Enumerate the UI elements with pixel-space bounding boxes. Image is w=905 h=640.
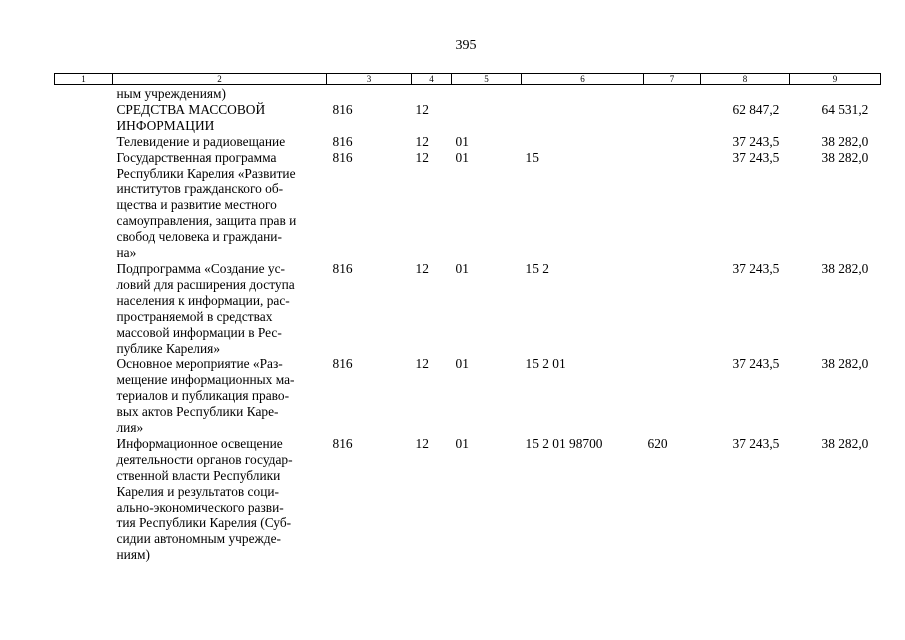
section-code-cell: 12: [415, 101, 429, 117]
row-name-line: ниям): [116, 547, 150, 563]
table-row: [55, 134, 881, 150]
expense-type-cell: [644, 150, 701, 261]
column-header-1: 1: [55, 74, 113, 85]
amount-col8-cell: 37 243,5: [732, 435, 780, 451]
table-row: [55, 85, 881, 102]
row-name-line: самоуправления, защита прав и: [116, 213, 297, 229]
row-name-line: Карелия и результатов соци-: [116, 483, 279, 499]
row-name-cell: [113, 150, 327, 261]
subsection-code-cell: 01: [455, 356, 469, 372]
ministry-code-cell: 816: [332, 101, 353, 117]
column-header-4: 4: [412, 74, 452, 85]
row-name-line: Телевидение и радиовещание: [116, 133, 286, 149]
row-name-line: Государственная программа: [116, 149, 277, 165]
target-article-cell: [522, 102, 644, 134]
target-article-cell: [522, 85, 644, 102]
amount-col8-cell: 37 243,5: [732, 149, 780, 165]
ministry-code-cell: [327, 85, 412, 102]
row-index-cell: [55, 436, 113, 563]
table-row: [55, 102, 881, 134]
target-article-cell: [522, 134, 644, 150]
target-article-cell: 15 2: [525, 260, 549, 276]
amount-col8-cell: 62 847,2: [732, 101, 780, 117]
ministry-code-cell: 816: [332, 435, 353, 451]
row-name-line: ИНФОРМАЦИИ: [116, 117, 215, 133]
column-header-2: 2: [113, 74, 327, 85]
expense-type-cell: [644, 85, 701, 102]
expense-type-cell: [644, 261, 701, 356]
row-name-line: Республики Карелия «Развитие: [116, 165, 296, 181]
table-row: [55, 356, 881, 436]
row-name-line: мещение информационных ма-: [116, 372, 295, 388]
subsection-code-cell: [452, 85, 522, 102]
ministry-code-cell: 816: [332, 133, 353, 149]
row-name-cell: [113, 261, 327, 356]
ministry-code-cell: 816: [332, 356, 353, 372]
expense-type-cell: 620: [647, 435, 668, 451]
amount-col8-cell: 37 243,5: [732, 133, 780, 149]
amount-col9-cell: 38 282,0: [821, 149, 869, 165]
expense-type-cell: [644, 102, 701, 134]
subsection-code-cell: 01: [455, 149, 469, 165]
row-name-line: деятельности органов государ-: [116, 451, 293, 467]
row-index-cell: [55, 261, 113, 356]
amount-col8-cell: 37 243,5: [732, 356, 780, 372]
subsection-code-cell: 01: [455, 260, 469, 276]
row-name-line: на»: [116, 245, 137, 261]
amount-col9-cell: 38 282,0: [821, 435, 869, 451]
table-row: [55, 436, 881, 563]
section-code-cell: 12: [415, 435, 429, 451]
expense-type-cell: [644, 356, 701, 436]
row-name-line: териалов и публикация право-: [116, 388, 290, 404]
ministry-code-cell: 816: [332, 149, 353, 165]
target-article-cell: 15 2 01 98700: [525, 435, 603, 451]
row-name-cell: [113, 102, 327, 134]
amount-col9-cell: 38 282,0: [821, 133, 869, 149]
row-name-line: сидии автономным учрежде-: [116, 531, 282, 547]
row-name-line: свобод человека и граждани-: [116, 229, 282, 245]
budget-table: [54, 73, 881, 563]
table-row: [55, 261, 881, 356]
row-name-line: институтов гражданского об-: [116, 181, 284, 197]
table-body: [55, 85, 881, 564]
amount-col9-cell: 64 531,2: [821, 101, 869, 117]
row-name-line: Подпрограмма «Создание ус-: [116, 260, 285, 276]
ministry-code-cell: 816: [332, 260, 353, 276]
subsection-code-cell: 01: [455, 133, 469, 149]
column-header-8: 8: [701, 74, 790, 85]
row-name-line: тия Республики Карелия (Суб-: [116, 515, 292, 531]
row-index-cell: [55, 85, 113, 102]
section-code-cell: 12: [415, 133, 429, 149]
row-name-line: вых актов Республики Каре-: [116, 404, 279, 420]
row-name-line: пространяемой в средствах: [116, 308, 273, 324]
row-name-cell: [113, 134, 327, 150]
subsection-code-cell: 01: [455, 435, 469, 451]
section-code-cell: [412, 85, 452, 102]
table-header-row: [55, 74, 881, 85]
column-header-3: 3: [327, 74, 412, 85]
row-name-line: СРЕДСТВА МАССОВОЙ: [116, 101, 266, 117]
amount-col8-cell: [701, 85, 790, 102]
column-header-9: 9: [790, 74, 881, 85]
amount-col9-cell: 38 282,0: [821, 260, 869, 276]
amount-col9-cell: [790, 85, 881, 102]
row-name-cell: [113, 436, 327, 563]
row-name-line: щества и развитие местного: [116, 197, 277, 213]
row-name-line: ально-экономического разви-: [116, 499, 284, 515]
column-header-6: 6: [522, 74, 644, 85]
row-index-cell: [55, 102, 113, 134]
target-article-cell: 15 2 01: [525, 356, 566, 372]
row-index-cell: [55, 134, 113, 150]
row-name-line: лия»: [116, 420, 144, 436]
target-article-cell: 15: [525, 149, 539, 165]
amount-col9-cell: 38 282,0: [821, 356, 869, 372]
table-row: [55, 150, 881, 261]
column-header-7: 7: [644, 74, 701, 85]
row-name-line: ловий для расширения доступа: [116, 276, 295, 292]
column-header-5: 5: [452, 74, 522, 85]
row-index-cell: [55, 356, 113, 436]
section-code-cell: 12: [415, 356, 429, 372]
row-index-cell: [55, 150, 113, 261]
row-name-line: населения к информации, рас-: [116, 292, 290, 308]
row-name-line: Информационное освещение: [116, 435, 283, 451]
section-code-cell: 12: [415, 260, 429, 276]
row-name-line: Основное мероприятие «Раз-: [116, 356, 283, 372]
row-name-line: ным учреждениям): [116, 86, 226, 101]
subsection-code-cell: [452, 102, 522, 134]
row-name-line: ственной власти Республики: [116, 467, 281, 483]
row-name-cell: [113, 85, 327, 102]
section-code-cell: 12: [415, 149, 429, 165]
amount-col8-cell: 37 243,5: [732, 260, 780, 276]
page-number: 395: [455, 38, 477, 53]
expense-type-cell: [644, 134, 701, 150]
row-name-cell: [113, 356, 327, 436]
row-name-line: массовой информации в Рес-: [116, 324, 282, 340]
row-name-line: публике Карелия»: [116, 340, 221, 356]
